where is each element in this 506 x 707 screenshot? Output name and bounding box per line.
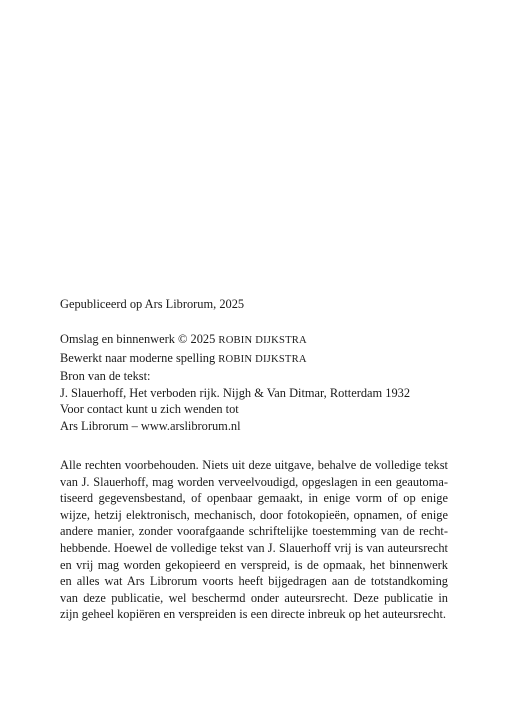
contact-label: Voor contact kunt u zich wenden tot [60,402,239,417]
spelling-credit [60,350,448,369]
cover-credit-label: Omslag en binnenwerk © 2025 [60,332,219,346]
cover-credit-name: ROBIN DIJKSTRA [218,335,307,346]
spelling-credit-name: ROBIN DIJKSTRA [218,353,307,365]
published-text: Gepubliceerd op Ars Librorum, 2025 [60,297,245,311]
cover-credit [60,331,448,350]
publication-line [60,296,448,313]
spelling-credit-label: Bewerkt naar moderne spelling [60,350,219,365]
contact-text: Ars Librorum – www.arslibrorum.nl [60,418,241,433]
credits-block [60,331,448,435]
source-text: J. Slauerhoff, Het verboden rijk. Nijgh & Van Ditmar, Rotterdam 1932 [60,385,411,400]
rights-paragraph: Alle rechten voorbehouden. Niets uit deze uitgave, behalve de volledige tekst van J. Slauerhoff, mag worden verveelvoudigd, opgeslagen in een geautomatiseerd gegevensbestand, of openbaar gemaakt, in enige vorm of op enige wijze, hetzij elektronisch, mechanisch, door fotokopieën, opnamen, of enige andere manier, zonder voorafgaande schriftelijke toestemming van de rechthebbende. Hoewel de volledige tekst van J. Slauerhoff vrij is van auteursrecht en vrij mag worden gekopieerd en verspreid, is de opmaak, het binnenwerk en alles wat Ars Librorum voorts heeft bijgedragen aan de totstandkoming van deze publicatie, wel beschermd onder auteursrecht. Deze publicatie in zijn geheel kopiëren en verspreiden is een directe inbreuk op het auteursrecht. [60,458,448,622]
source-label: Bron van de tekst: [60,369,151,384]
